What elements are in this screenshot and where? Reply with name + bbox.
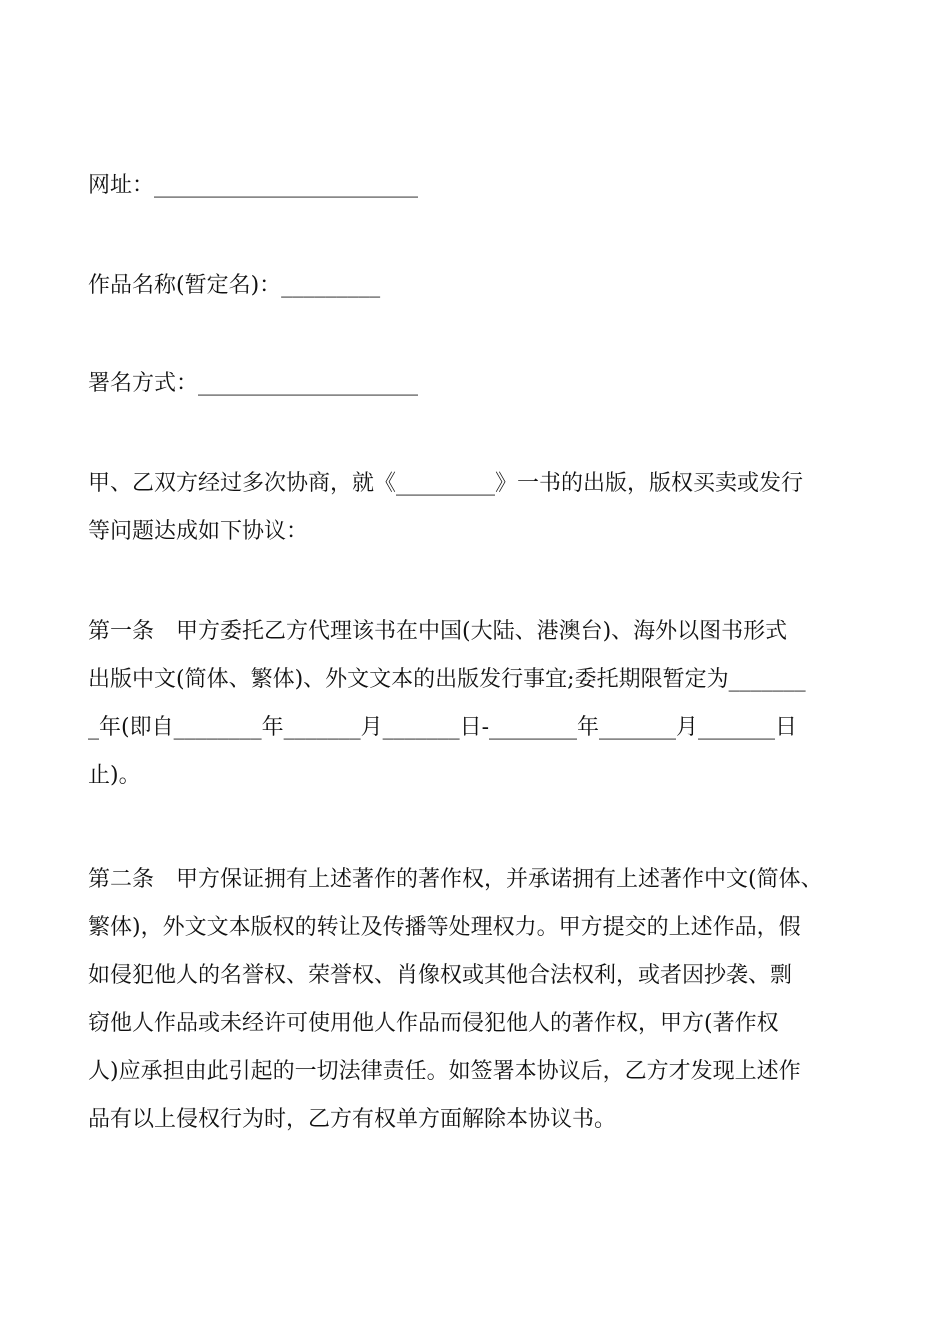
article-2-line: 繁体)，外文文本版权的转让及传播等处理权力。甲方提交的上述作品，假 [88,915,801,940]
work-title-label: 作品名称(暂定名)： [88,273,282,298]
signature-blank: ____________________ [198,371,419,396]
article-2-line: 人)应承担由此引起的一切法律责任。如签署本协议后，乙方才发现上述作 [88,1059,801,1084]
website-field [88,162,418,210]
intro-line: 等问题达成如下协议： [88,519,309,544]
signature-label: 署名方式： [88,371,199,396]
work-title-blank: _________ [281,273,381,298]
website-label: 网址： [88,173,155,198]
article-1-line: 出版中文(简体、繁体)、外文文本的出版发行事宜;委托期限暂定为_______ [88,667,806,692]
article-1-paragraph [88,608,878,800]
website-blank: ________________________ [154,173,419,198]
intro-line: 甲、乙双方经过多次协商，就《_________》一书的出版，版权买卖或发行 [88,471,804,496]
article-2-paragraph [88,856,878,1144]
intro-paragraph [88,460,878,556]
work-title-field [88,262,380,310]
signature-field [88,360,418,408]
article-1-line: 第一条 甲方委托乙方代理该书在中国(大陆、港澳台)、海外以图书形式 [88,619,788,644]
article-1-line: _年(即自________年_______月_______日-________年_______月_______日 [88,715,798,740]
article-1-line: 止)。 [88,763,141,788]
article-2-line: 第二条 甲方保证拥有上述著作的著作权，并承诺拥有上述著作中文(简体、 [88,867,823,892]
article-2-line: 如侵犯他人的名誉权、荣誉权、肖像权或其他合法权利，或者因抄袭、剽 [88,963,793,988]
article-2-line: 窃他人作品或未经许可使用他人作品而侵犯他人的著作权，甲方(著作权 [88,1011,779,1036]
article-2-line: 品有以上侵权行为时，乙方有权单方面解除本协议书。 [88,1107,617,1132]
